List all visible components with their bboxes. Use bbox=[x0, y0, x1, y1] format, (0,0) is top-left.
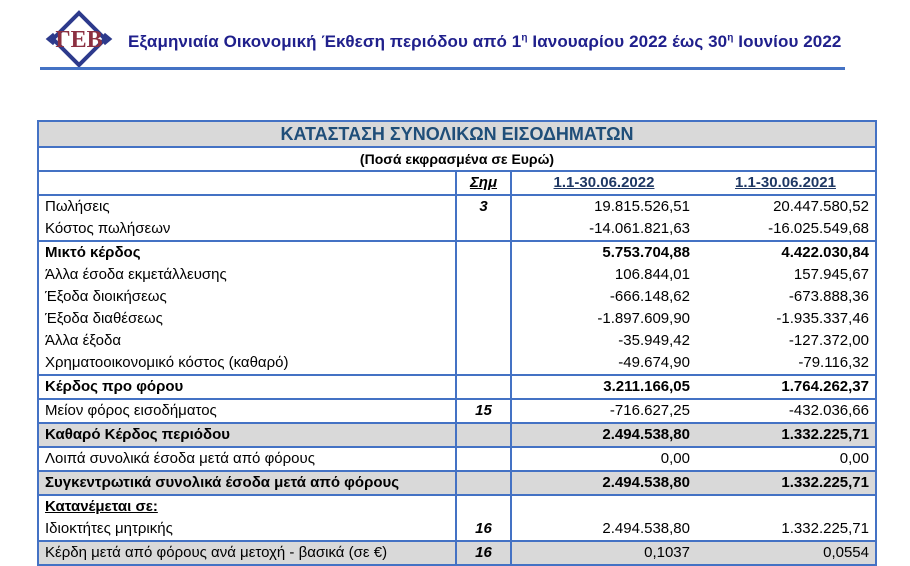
income-statement-section bbox=[37, 120, 875, 566]
value-2021-cell: -1.935.337,46 bbox=[776, 310, 869, 327]
value-2022-cell: -1.897.609,90 bbox=[597, 310, 690, 327]
value-2022-cell: -49.674,90 bbox=[618, 354, 690, 371]
note-cell: 15 bbox=[456, 399, 511, 423]
value-2021-cell: 157.945,67 bbox=[793, 266, 869, 283]
row-label: Ιδιοκτήτες μητρικής bbox=[38, 518, 456, 541]
table-subtitle-row bbox=[38, 147, 876, 171]
row-label: Συγκεντρωτικά συνολικά έσοδα μετά από φόρους bbox=[38, 471, 456, 495]
income-statement-table bbox=[37, 120, 877, 566]
period-2022-header: 1.1-30.06.2022 bbox=[511, 171, 696, 195]
value-2022-cell: 5.753.704,88 bbox=[511, 241, 696, 264]
value-2021-cell: 1.764.262,37 bbox=[696, 375, 876, 399]
row-label: Πωλήσεις bbox=[38, 195, 456, 218]
value-2021-cell: 1.332.225,71 bbox=[781, 520, 869, 537]
row-label: Κατανέμεται σε: bbox=[38, 495, 456, 518]
row-label: Άλλα έξοδα bbox=[38, 330, 456, 352]
row-label: Έξοδα διαθέσεως bbox=[38, 308, 456, 330]
row-label: Μικτό κέρδος bbox=[38, 241, 456, 264]
note-column-header: Σημ bbox=[456, 171, 511, 195]
value-2022-cell: 0,1037 bbox=[511, 541, 696, 565]
company-logo-icon bbox=[46, 10, 112, 68]
value-2022-cell: 19.815.526,51 bbox=[594, 198, 690, 215]
table-row bbox=[38, 447, 876, 471]
note-cell bbox=[456, 330, 511, 352]
table-row bbox=[38, 308, 876, 330]
table-subtitle: (Ποσά εκφρασμένα σε Ευρώ) bbox=[38, 147, 876, 171]
value-2022-cell: 3.211.166,05 bbox=[511, 375, 696, 399]
value-2022-cell bbox=[511, 495, 696, 518]
value-2021-cell: -16.025.549,68 bbox=[768, 220, 869, 237]
income-table-body bbox=[38, 121, 876, 565]
period-2021-header: 1.1-30.06.2021 bbox=[696, 171, 876, 195]
table-row bbox=[38, 518, 876, 541]
table-row bbox=[38, 423, 876, 447]
value-2022-cell: -14.061.821,63 bbox=[589, 220, 690, 237]
table-row bbox=[38, 195, 876, 218]
note-cell bbox=[456, 495, 511, 518]
row-label: Λοιπά συνολικά έσοδα μετά από φόρους bbox=[38, 447, 456, 471]
value-2022-cell: -666.148,62 bbox=[609, 288, 690, 305]
value-2021-cell bbox=[696, 495, 876, 518]
table-row bbox=[38, 471, 876, 495]
row-label: Άλλα έσοδα εκμετάλλευσης bbox=[38, 264, 456, 286]
row-label: Κέρδος προ φόρου bbox=[38, 375, 456, 399]
table-row bbox=[38, 330, 876, 352]
value-2021-cell: -127.372,00 bbox=[788, 332, 869, 349]
table-title-row bbox=[38, 121, 876, 147]
value-2022-cell: -716.627,25 bbox=[511, 399, 696, 423]
note-cell bbox=[456, 264, 511, 286]
value-2021-cell: -432.036,66 bbox=[696, 399, 876, 423]
value-2022-cell: 106.844,01 bbox=[614, 266, 690, 283]
value-2021-cell: 4.422.030,84 bbox=[696, 241, 876, 264]
note-cell bbox=[456, 241, 511, 264]
row-label: Κόστος πωλήσεων bbox=[38, 218, 456, 241]
row-label: Έξοδα διοικήσεως bbox=[38, 286, 456, 308]
value-2021-cell: 1.332.225,71 bbox=[696, 471, 876, 495]
table-row bbox=[38, 352, 876, 375]
table-row bbox=[38, 375, 876, 399]
page-header bbox=[0, 0, 910, 95]
table-row bbox=[38, 241, 876, 264]
row-label: Κέρδη μετά από φόρους ανά μετοχή - βασικά (σε €) bbox=[38, 541, 456, 565]
table-row bbox=[38, 286, 876, 308]
table-row bbox=[38, 264, 876, 286]
note-cell bbox=[456, 218, 511, 241]
note-cell bbox=[456, 352, 511, 375]
value-2021-cell: 20.447.580,52 bbox=[773, 198, 869, 215]
note-cell bbox=[456, 375, 511, 399]
table-row bbox=[38, 399, 876, 423]
note-cell bbox=[456, 471, 511, 495]
header-divider bbox=[40, 67, 845, 70]
logo-text: ΓΕΒ bbox=[55, 27, 103, 53]
value-2022-cell: 0,00 bbox=[511, 447, 696, 471]
table-row bbox=[38, 495, 876, 518]
note-cell: 16 bbox=[456, 518, 511, 541]
value-2021-cell: 1.332.225,71 bbox=[696, 423, 876, 447]
table-title: ΚΑΤΑΣΤΑΣΗ ΣΥΝΟΛΙΚΩΝ ΕΙΣΟΔΗΜΑΤΩΝ bbox=[38, 121, 876, 147]
report-title: Εξαμηνιαία Οικονομική Έκθεση περιόδου από $1^\eta$ Ιανουαρίου 2022 έως $30^\eta$ Ιουνίου 2022 bbox=[128, 32, 842, 51]
value-2022-cell: 2.494.538,80 bbox=[511, 423, 696, 447]
note-cell bbox=[456, 447, 511, 471]
column-header-row bbox=[38, 171, 876, 195]
note-cell bbox=[456, 308, 511, 330]
value-2021-cell: -673.888,36 bbox=[788, 288, 869, 305]
value-2022-cell: 2.494.538,80 bbox=[511, 471, 696, 495]
row-label: Χρηματοοικονομικό κόστος (καθαρό) bbox=[38, 352, 456, 375]
note-cell bbox=[456, 286, 511, 308]
value-2022-cell: -35.949,42 bbox=[618, 332, 690, 349]
value-2021-cell: 0,0554 bbox=[696, 541, 876, 565]
note-cell: 16 bbox=[456, 541, 511, 565]
value-2021-cell: -79.116,32 bbox=[798, 354, 869, 371]
row-label: Καθαρό Κέρδος περιόδου bbox=[38, 423, 456, 447]
note-cell: 3 bbox=[456, 195, 511, 218]
value-2021-cell: 0,00 bbox=[696, 447, 876, 471]
table-row bbox=[38, 218, 876, 241]
row-label: Μείον φόρος εισοδήματος bbox=[38, 399, 456, 423]
value-2022-cell: 2.494.538,80 bbox=[602, 520, 690, 537]
label-column-header bbox=[38, 171, 456, 195]
note-cell bbox=[456, 423, 511, 447]
table-row bbox=[38, 541, 876, 565]
